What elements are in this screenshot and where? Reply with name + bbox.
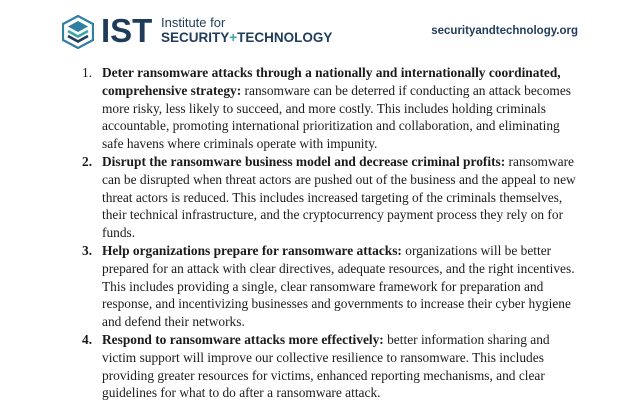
website-link[interactable]: securityandtechnology.org: [431, 25, 578, 37]
item-heading: Help organizations prepare for ransomware attacks:: [102, 242, 402, 258]
ist-logo-icon: [62, 15, 94, 49]
logo-plus: +: [229, 30, 238, 45]
item-number: 3.: [82, 242, 93, 258]
item-text: ransomware can be deterred if conducting an attack becomes more risky, less likely to succeed, and more costly. This includes holding criminals accountable, promoting international prioritization and collaboration, and eliminating safe havens where criminals operate with impunity.: [102, 82, 571, 152]
item-heading: Respond to ransomware attacks more effectively:: [102, 331, 384, 347]
list-item-3: [60, 242, 580, 331]
item-number: 1.: [82, 65, 93, 80]
list-item-2: [60, 153, 580, 242]
item-text: ransomware can be disrupted when threat actors are pushed out of the business and the appeal to new threat actors is reduced. This includes increased targeting of the criminals themselves, their technical infrastructure, and the cryptocurrency payment process they rely on for funds.: [102, 153, 576, 241]
list-item-1: [60, 64, 580, 153]
list-item-4: [60, 331, 580, 402]
recommendation-list: [60, 64, 580, 402]
logo-security: SECURITY: [161, 30, 230, 45]
item-number: 4.: [82, 331, 93, 347]
item-number: 2.: [82, 153, 93, 169]
item-heading: Disrupt the ransomware business model and decrease criminal profits:: [102, 153, 506, 169]
header: [0, 0, 640, 60]
item-heading: Deter ransomware attacks through a nationally and internationally coordinated, comprehensive strategy:: [102, 65, 561, 98]
logo-technology: TECHNOLOGY: [237, 30, 333, 45]
item-text: better information sharing and victim support will improve our collective resilience to ransomware. This includes providing greater resources for victims, enhanced reporting mechanisms, and clear guidelines for what to do after a ransomware attack.: [102, 331, 550, 401]
item-text: organizations will be better prepared for an attack with clear directives, adequate resources, and the right incentives. This includes providing a single, clear ransomware framework for preparation and response, and incentivizing businesses and governments to increase their cyber hygiene and defend their networks.: [102, 242, 575, 330]
logo-line1: Institute for: [161, 15, 226, 30]
logo-acronym: IST: [101, 12, 153, 49]
document-body: [60, 64, 580, 402]
logo-line2: [161, 30, 332, 45]
